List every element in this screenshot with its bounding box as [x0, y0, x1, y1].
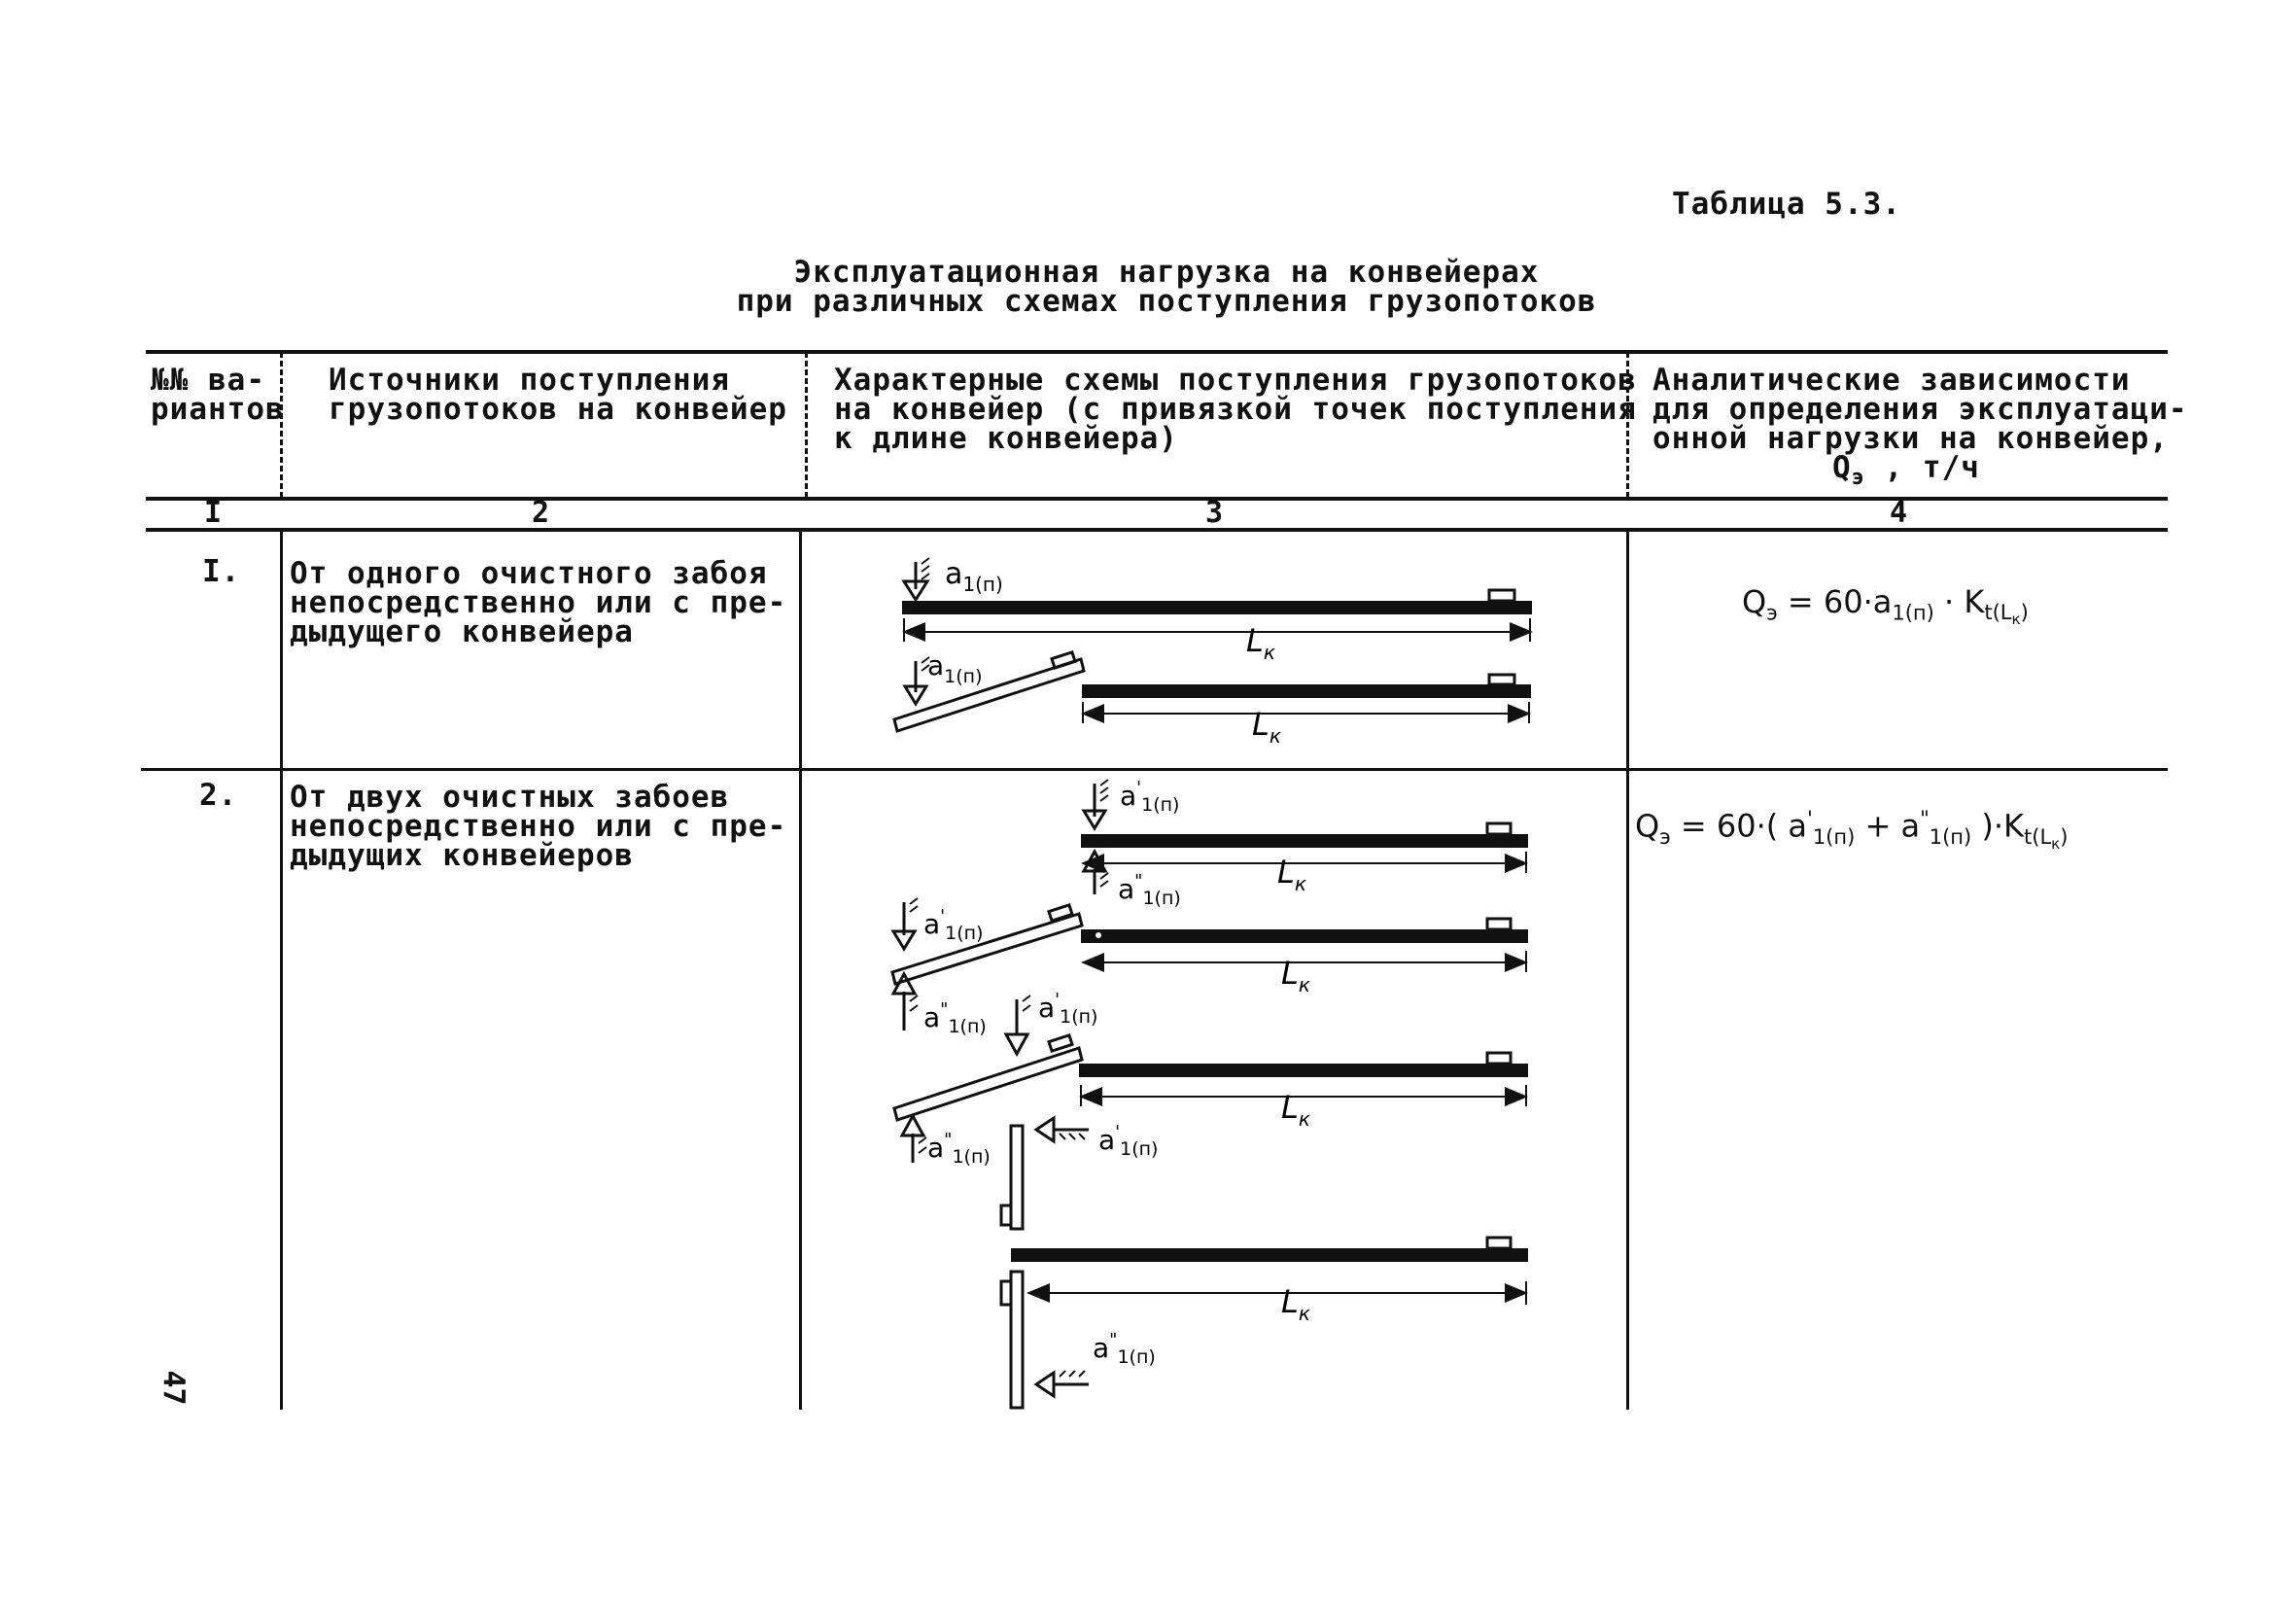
colnum-4: 4	[1889, 496, 1908, 530]
svg-text:a"1(п): $a^"_{1(п)}$	[923, 999, 987, 1037]
svg-text:Lк: $L_к$	[1277, 854, 1306, 895]
svg-text:a"1(п): $a^"_{1(п)}$	[1093, 1330, 1156, 1368]
row1-source: От одного очистного забоя непосредственно или с пре- дыдущего конвейера	[290, 556, 787, 649]
svg-text:Lк: $L_к$	[1281, 955, 1310, 996]
row2-conveyor-a	[1081, 778, 1528, 909]
table-caption: Таблица 5.3.	[1672, 187, 1901, 222]
table-title-line1: Эксплуатационная нагрузка на конвейерах	[793, 255, 1540, 290]
page-number: 47	[156, 1370, 191, 1406]
svg-text:a1(п): $a_{1(п)}$	[945, 557, 1003, 596]
row2-conveyor-c	[894, 990, 1528, 1168]
svg-text:a'1(п): $a'_{1(п)}$	[1120, 778, 1180, 816]
row1-formula: $Q_э = 60\cdot a_{1(п)} \cdot K_{t(L_к)}$	[1742, 583, 2029, 629]
row2-conveyor-d	[1001, 1118, 1528, 1408]
row2-source: От двух очистных забоев непосредственно или с пре- дыдущих конвейеров	[290, 780, 787, 873]
row1-conveyor-a	[902, 557, 1532, 664]
header-col1: №№ ва- риантов	[151, 363, 285, 427]
svg-text:a'1(п): $a'_{1(п)}$	[1038, 990, 1098, 1028]
table-title-line2: при различных схемах поступления грузопотоков	[736, 284, 1597, 319]
row2-conveyor-b	[892, 898, 1528, 1037]
colnum-1: I	[203, 496, 223, 530]
colnum-2: 2	[531, 496, 550, 530]
svg-text:a'1(п): $a'_{1(п)}$	[1098, 1122, 1159, 1160]
header-col2: Источники поступления грузопотоков на конвейер	[329, 363, 787, 427]
svg-text:Lк: $L_к$	[1281, 1089, 1310, 1131]
svg-text:a"1(п): $a^"_{1(п)}$	[927, 1130, 991, 1168]
svg-text:Lк: $L_к$	[1252, 706, 1281, 748]
svg-text:a'1(п): $a'_{1(п)}$	[923, 906, 984, 944]
row1-conveyor-b	[894, 649, 1531, 748]
svg-text:a1(п): $a_{1(п)}$	[927, 649, 983, 687]
row1-num: I.	[202, 554, 241, 589]
header-col4: Аналитические зависимости для определения эксплуатаци- онной нагрузки на конвейер, $Q_э$ , т/ч	[1652, 366, 2188, 493]
header-col4-unit: $Q_э$ , т/ч	[1832, 450, 1980, 491]
svg-text:a"1(п): $a^"_{1(п)}$	[1118, 871, 1181, 909]
row2-formula: $Q_э = 60\cdot$( $a'_{1(п)} + a^"_{1(п)}$ )$\cdot K_{t(L_к)}$	[1635, 807, 2069, 854]
svg-text:Lк: $L_к$	[1281, 1283, 1310, 1325]
colnum-3: 3	[1204, 496, 1224, 530]
row2-num: 2.	[199, 778, 238, 813]
svg-text:Lк: $L_к$	[1246, 622, 1275, 664]
header-col3: Характерные схемы поступления грузопотоков на конвейер (с привязкой точек поступления к длине конвейера)	[834, 363, 1637, 456]
